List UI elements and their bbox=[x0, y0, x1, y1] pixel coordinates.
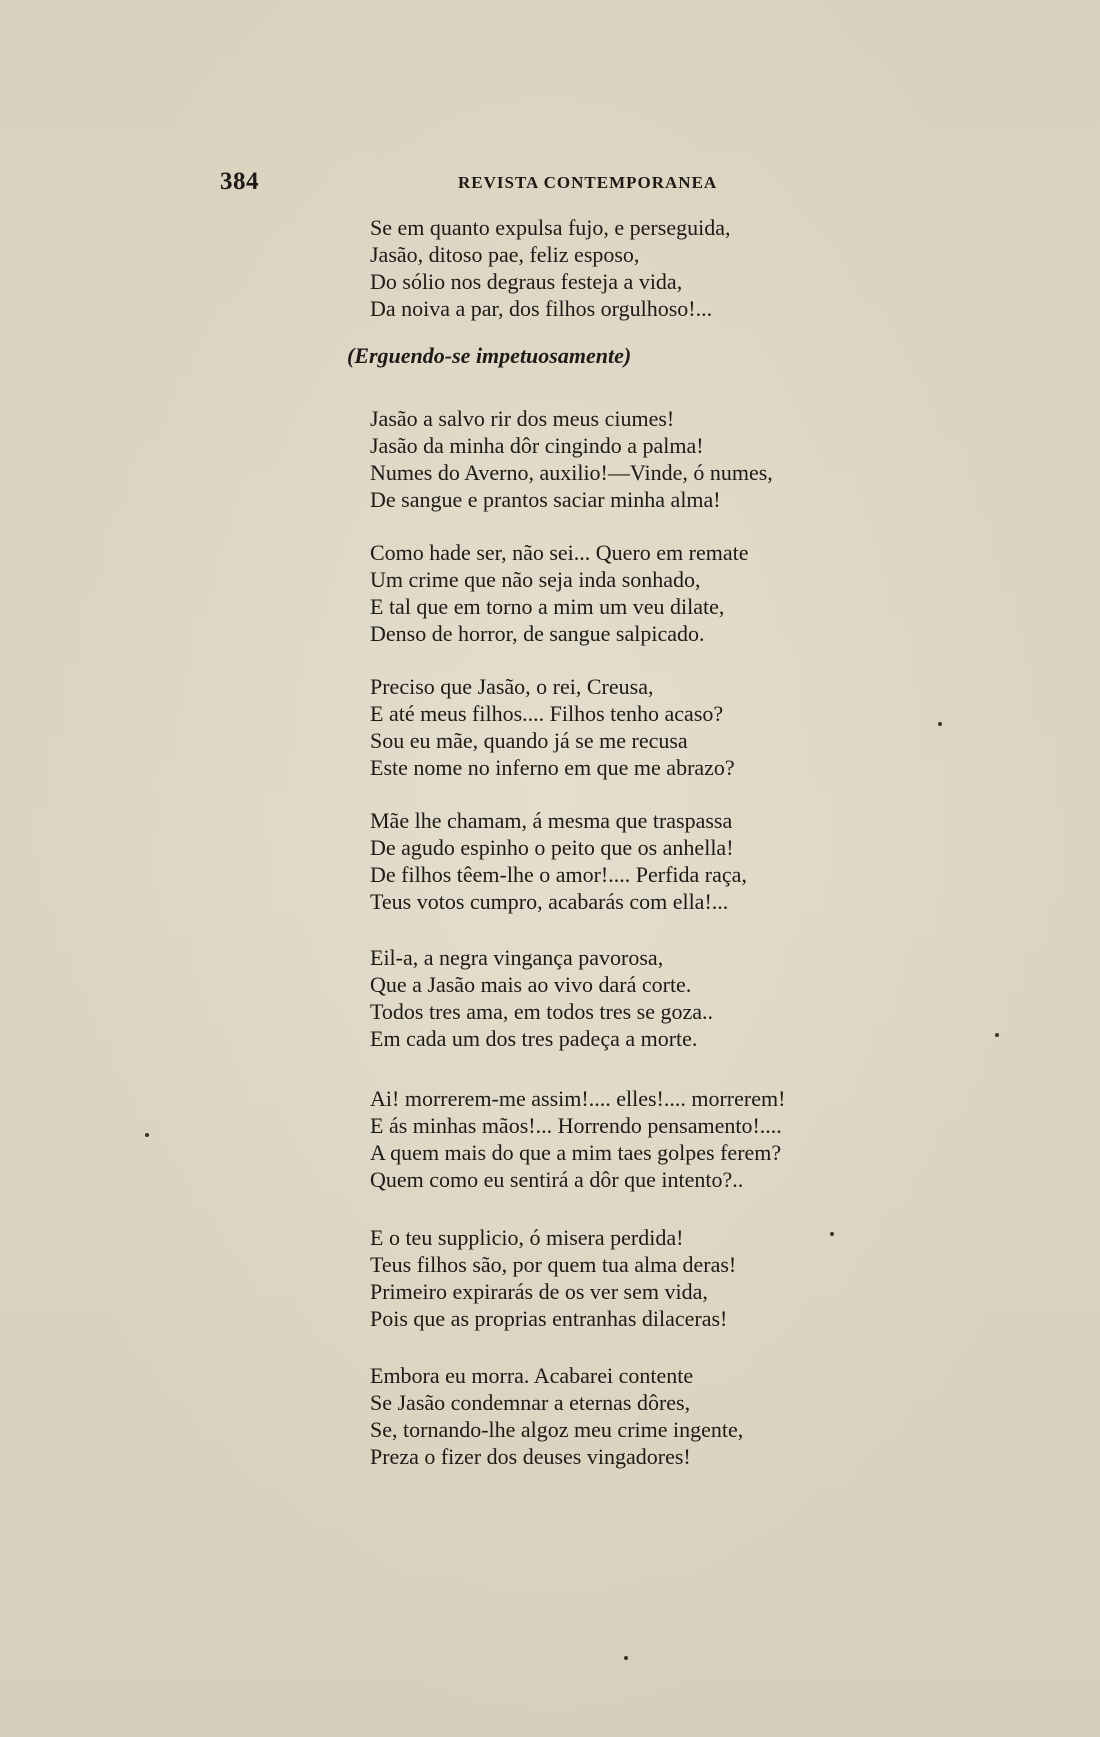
verse-line: De agudo espinho o peito que os anhella! bbox=[370, 835, 734, 860]
ink-speck bbox=[938, 722, 942, 726]
verse-line: Se Jasão condemnar a eternas dôres, bbox=[370, 1390, 691, 1415]
verse-line: Sou eu mãe, quando já se me recusa bbox=[370, 728, 688, 753]
running-head: REVISTA CONTEMPORANEA bbox=[458, 173, 718, 192]
verse-line: Mãe lhe chamam, á mesma que traspassa bbox=[370, 808, 733, 833]
verse-line: De sangue e prantos saciar minha alma! bbox=[370, 487, 721, 512]
verse-line: De filhos têem-lhe o amor!.... Perfida raça, bbox=[370, 862, 747, 887]
page-number: 384 bbox=[220, 168, 259, 195]
verse-line: Jasão, ditoso pae, feliz esposo, bbox=[370, 242, 640, 267]
page-header bbox=[220, 168, 720, 198]
verse-line: Preza o fizer dos deuses vingadores! bbox=[370, 1444, 691, 1469]
verse-line: Denso de horror, de sangue salpicado. bbox=[370, 621, 705, 646]
verse-line: Teus filhos são, por quem tua alma deras! bbox=[370, 1252, 737, 1277]
verse-line: Se, tornando-lhe algoz meu crime ingente, bbox=[370, 1417, 744, 1442]
verse-line: Do sólio nos degraus festeja a vida, bbox=[370, 269, 683, 294]
ink-speck bbox=[624, 1656, 628, 1660]
verse-line: Da noiva a par, dos filhos orgulhoso!... bbox=[370, 296, 713, 321]
verse-line: Eil-a, a negra vingança pavorosa, bbox=[370, 945, 664, 970]
verse-line: Que a Jasão mais ao vivo dará corte. bbox=[370, 972, 692, 997]
verse-line: Em cada um dos tres padeça a morte. bbox=[370, 1026, 698, 1051]
verse-line: Primeiro expirarás de os ver sem vida, bbox=[370, 1279, 708, 1304]
verse-line: Todos tres ama, em todos tres se goza.. bbox=[370, 999, 714, 1024]
verse-line: Ai! morrerem-me assim!.... elles!.... morrerem! bbox=[370, 1086, 786, 1111]
verse-line: Quem como eu sentirá a dôr que intento?.. bbox=[370, 1167, 744, 1192]
verse-line: A quem mais do que a mim taes golpes ferem? bbox=[370, 1140, 782, 1165]
verse-line: E ás minhas mãos!... Horrendo pensamento!.... bbox=[370, 1113, 782, 1138]
verse-line: Como hade ser, não sei... Quero em remate bbox=[370, 540, 749, 565]
verse-line: Se em quanto expulsa fujo, e perseguida, bbox=[370, 215, 731, 240]
verse-line: E tal que em torno a mim um veu dilate, bbox=[370, 594, 725, 619]
verse-line: Preciso que Jasão, o rei, Creusa, bbox=[370, 674, 654, 699]
verse-line: E até meus filhos.... Filhos tenho acaso? bbox=[370, 701, 724, 726]
verse-line: Jasão a salvo rir dos meus ciumes! bbox=[370, 406, 675, 431]
verse-line: Um crime que não seja inda sonhado, bbox=[370, 567, 701, 592]
verse-line: Teus votos cumpro, acabarás com ella!... bbox=[370, 889, 729, 914]
verse-line: Embora eu morra. Acabarei contente bbox=[370, 1363, 694, 1388]
ink-speck bbox=[995, 1033, 999, 1037]
stage-direction: (Erguendo-se impetuosamente) bbox=[347, 343, 632, 368]
verse-line: Este nome no inferno em que me abrazo? bbox=[370, 755, 735, 780]
ink-speck bbox=[830, 1232, 834, 1236]
verse-line: Pois que as proprias entranhas dilaceras! bbox=[370, 1306, 728, 1331]
verse-line: Jasão da minha dôr cingindo a palma! bbox=[370, 433, 704, 458]
verse-line: Numes do Averno, auxilio!—Vinde, ó numes, bbox=[370, 460, 773, 485]
verse-line: E o teu supplicio, ó misera perdida! bbox=[370, 1225, 684, 1250]
ink-speck bbox=[145, 1133, 149, 1137]
